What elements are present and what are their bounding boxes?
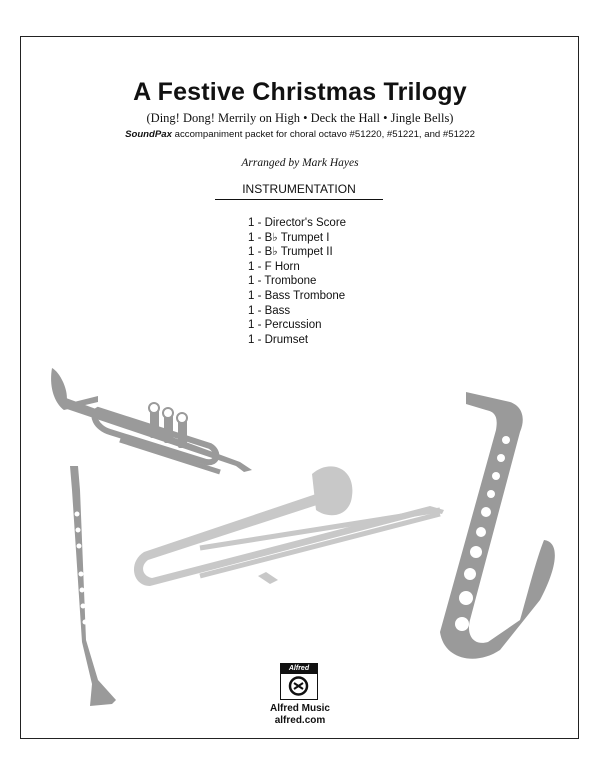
trumpet-icon — [51, 368, 252, 472]
page-title: A Festive Christmas Trilogy — [133, 78, 467, 106]
publisher-info — [0, 703, 600, 727]
instrument-item: 1 - B♭ Trumpet II — [248, 246, 333, 259]
instrument-item: 1 - Percussion — [248, 319, 322, 332]
publisher-website: alfred.com — [274, 715, 326, 726]
alfred-logo-mark-icon — [281, 674, 316, 698]
saxophone-icon — [440, 392, 555, 659]
song-list-subtitle: (Ding! Dong! Merrily on High • Deck the Hall • Jingle Bells) — [146, 111, 454, 125]
instrumentation-heading: INSTRUMENTATION — [215, 182, 383, 200]
alfred-logo-text: Alfred — [281, 664, 317, 674]
packet-text: accompaniment packet for choral octavo #51220, #51221, and #51222 — [171, 129, 475, 140]
instrument-item: 1 - Trombone — [248, 275, 317, 288]
instrument-item: 1 - F Horn — [248, 260, 300, 273]
publisher-name: Alfred Music — [269, 703, 330, 714]
instrument-item: 1 - Director's Score — [248, 217, 347, 229]
trombone-icon — [134, 466, 444, 586]
instrument-item: 1 - Bass — [248, 304, 291, 317]
alfred-logo — [280, 663, 318, 700]
arranger-credit: Arranged by Mark Hayes — [241, 157, 359, 169]
instrument-item: 1 - B♭ Trumpet I — [248, 231, 330, 244]
soundpax-brand: SoundPax — [125, 129, 172, 140]
instrument-item: 1 - Bass Trombone — [248, 289, 346, 302]
instrument-item: 1 - Drumset — [248, 333, 309, 346]
clarinet-icon — [70, 466, 116, 706]
